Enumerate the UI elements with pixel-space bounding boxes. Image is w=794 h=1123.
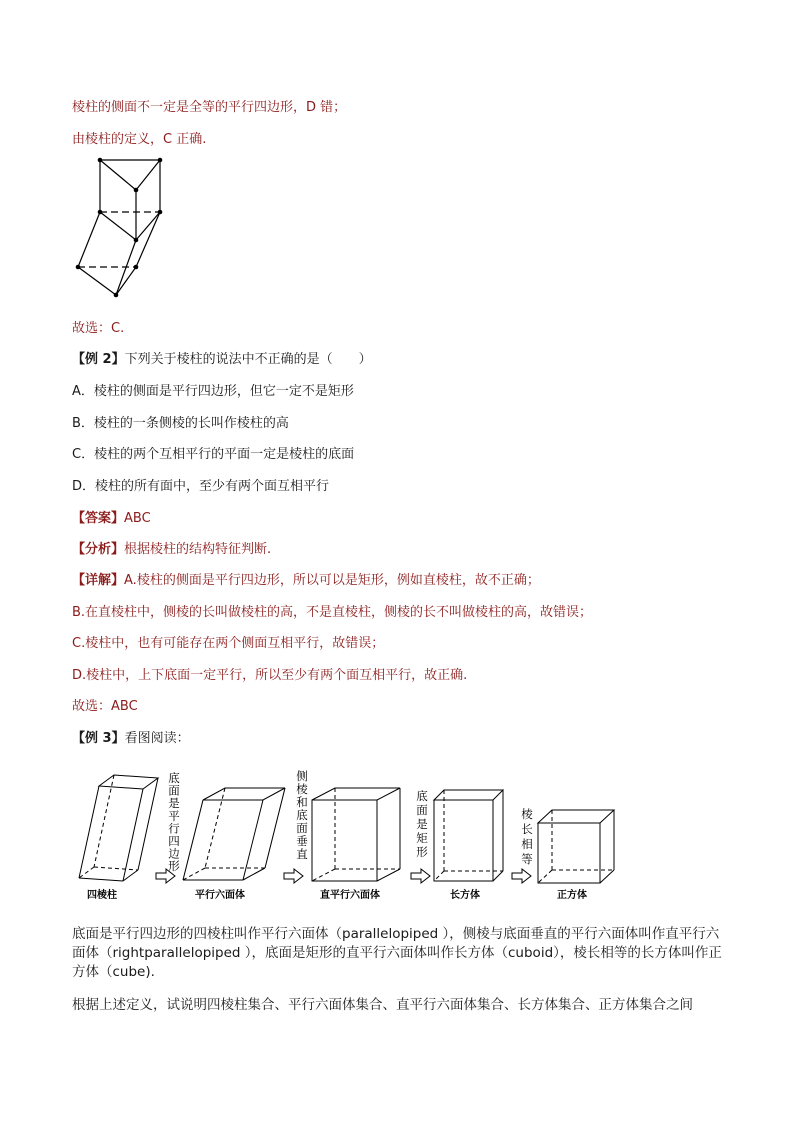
- question-paragraph: 根据上述定义，试说明四棱柱集合、平行六面体集合、直平行六面体集合、长方体集合、正方体集合之间: [72, 997, 693, 1013]
- detail-text: A.棱柱的侧面是平行四边形，所以可以是矩形，例如直棱柱，故不正确；: [124, 573, 540, 588]
- arrow-icon: [512, 869, 531, 883]
- shape-label: 直平行六面体: [320, 890, 380, 901]
- example-2-question: [72, 348, 372, 367]
- detail-line-b: B.在直棱柱中，侧棱的长叫做棱柱的高，不是直棱柱，侧棱的长不叫做棱柱的高，故错误；: [72, 605, 593, 620]
- example-3-question: [72, 727, 190, 746]
- example-tag: 【例 3】: [72, 731, 125, 746]
- arrow-text: 底面是平行四边形: [168, 771, 180, 874]
- option-d: D．棱柱的所有面中，至少有两个面互相平行: [72, 479, 330, 494]
- option-c: C．棱柱的两个互相平行的平面一定是棱柱的底面: [72, 447, 355, 462]
- answer-line: [72, 507, 151, 526]
- arrow-text: 侧棱和底面垂直: [296, 770, 308, 861]
- text-line: 棱柱的侧面不一定是全等的平行四边形，D 错；: [72, 100, 347, 115]
- arrow-text: 棱长相等: [521, 807, 533, 866]
- right-parallelepiped-shape: [312, 788, 400, 881]
- arrow-icon: [411, 869, 430, 883]
- answer-text: ABC: [124, 511, 151, 526]
- arrow-text: 底面是矩形: [416, 789, 428, 859]
- definition-paragraph: 底面是平行四边形的四棱柱叫作平行六面体（parallelopiped ），侧棱与底面垂直的平行六面体叫作直平行六面体（rightparallelopiped ），底面是矩形的直平行六面体叫作长方体（cuboid），棱长相等的长方体叫作正方体（cube).: [72, 926, 722, 980]
- detail-line-c: C.棱柱中，也有可能存在两个侧面互相平行，故错误；: [72, 636, 385, 651]
- detail-line-a: [72, 569, 540, 588]
- analysis-line: [72, 538, 271, 557]
- example-tag: 【例 2】: [72, 352, 125, 367]
- question-text: 看图阅读：: [124, 731, 190, 746]
- shape-label: 正方体: [557, 890, 587, 901]
- cube-shape: [538, 810, 614, 883]
- option-b: B．棱柱的一条侧棱的长叫作棱柱的高: [72, 416, 289, 431]
- prism-figure: [70, 152, 170, 302]
- arrow-icon: [284, 869, 303, 883]
- text-line: 由棱柱的定义，C 正确.: [72, 132, 207, 147]
- selection-line: 故选：ABC: [72, 699, 138, 714]
- shape-label: 四棱柱: [87, 890, 117, 901]
- solids-classification-figure: [72, 770, 652, 905]
- option-a: A．棱柱的侧面是平行四边形，但它一定不是矩形: [72, 384, 354, 399]
- detail-line-d: D.棱柱中，上下底面一定平行，所以至少有两个面互相平行，故正确.: [72, 668, 468, 683]
- analysis-tag: 【分析】: [72, 542, 125, 557]
- detail-tag: 【详解】: [72, 573, 125, 588]
- analysis-text: 根据棱柱的结构特征判断.: [124, 542, 272, 557]
- quadrangular-prism-shape: [79, 775, 158, 881]
- shape-label: 长方体: [450, 890, 480, 901]
- shape-label: 平行六面体: [195, 890, 245, 901]
- parallelepiped-shape: [183, 788, 285, 880]
- question-text: 下列关于棱柱的说法中不正确的是（ ）: [124, 352, 372, 367]
- answer-tag: 【答案】: [72, 511, 125, 526]
- text-line: 故选：C.: [72, 321, 125, 336]
- cuboid-shape: [434, 790, 503, 881]
